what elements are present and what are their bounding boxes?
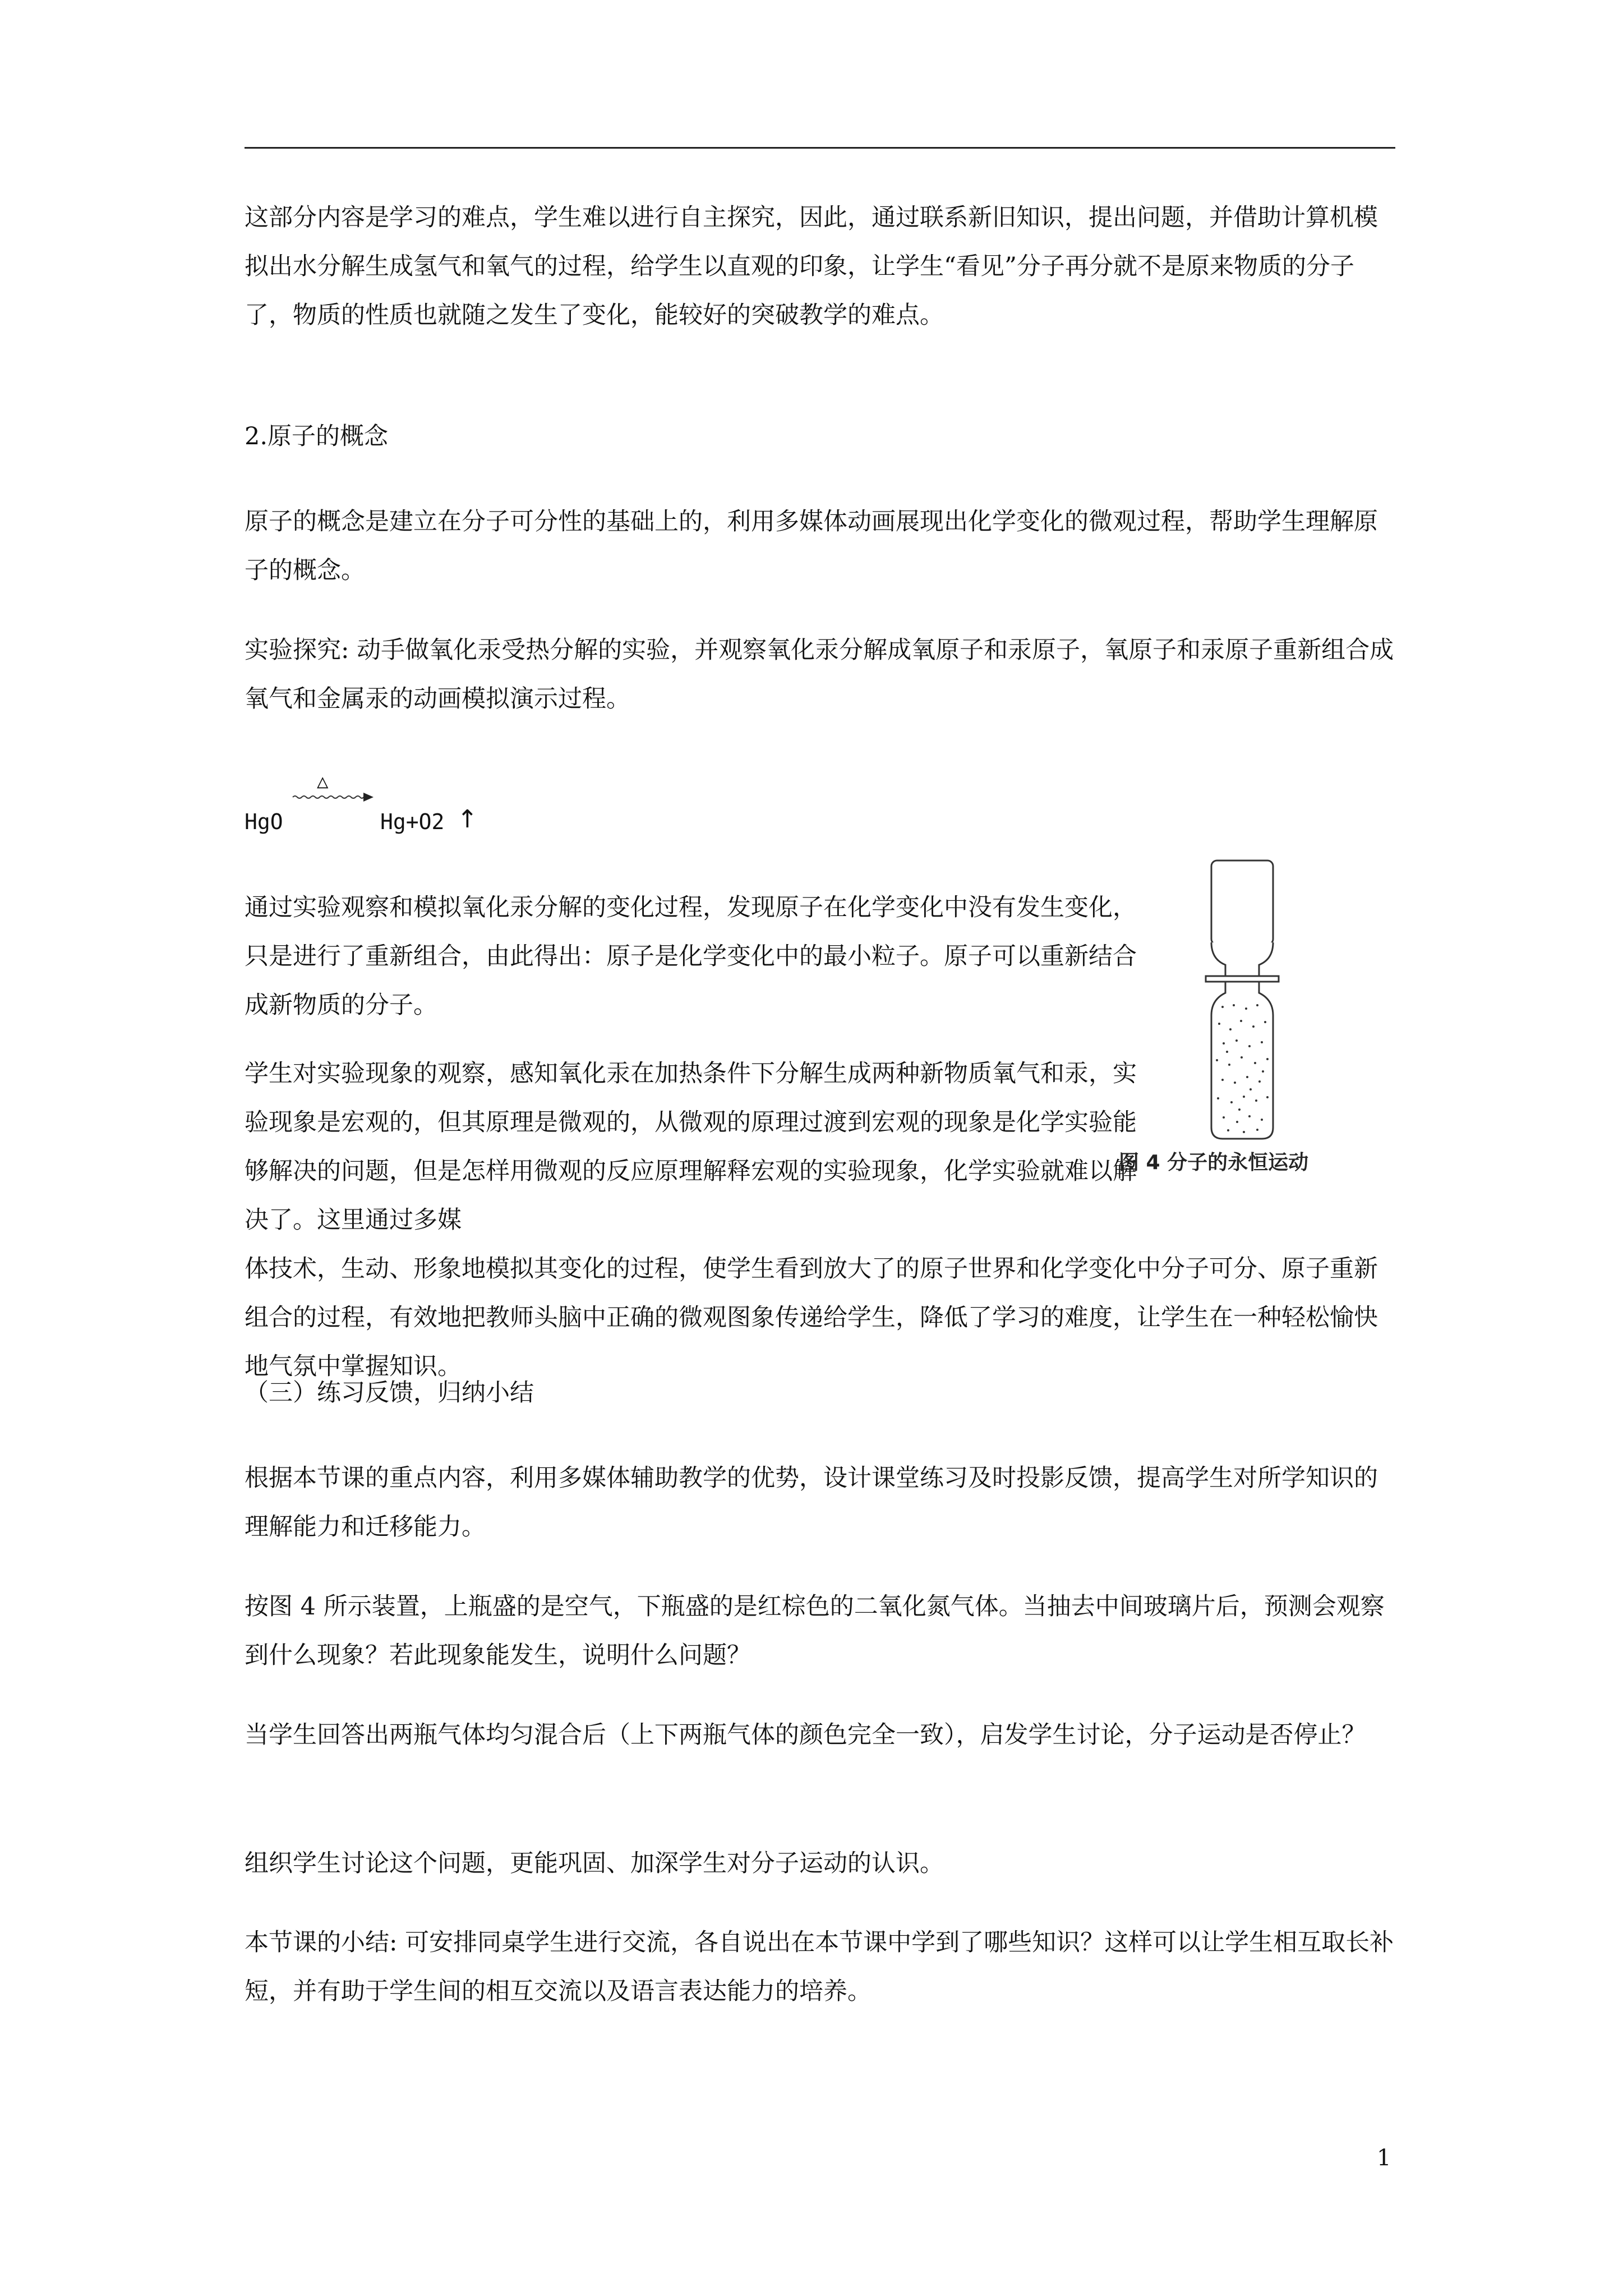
gas-up-arrow-icon: ↑: [457, 805, 478, 834]
equation-reactant: HgO: [245, 809, 283, 834]
paragraph-organize: 组织学生讨论这个问题，更能巩固、加深学生对分子运动的认识。: [245, 1849, 944, 1878]
paragraph-summary: 本节课的小结: 可安排同桌学生进行交流，各自说出在本节课中学到了哪些知识？这样可以让学生相互取长补短，并有助于学生间的相互交流以及语言表达能力的培养。: [245, 1929, 1394, 2005]
figure-caption: 图 4 分子的永恒运动: [1119, 1151, 1309, 1174]
header-rule: [245, 147, 1395, 149]
page-number: 1: [1377, 2145, 1391, 2171]
section-heading-practice: （三）练习反馈，归纳小结: [245, 1379, 534, 1407]
equation-arrow-icon: [292, 790, 376, 804]
equation-products: Hg+O2: [380, 809, 445, 834]
paragraph-atom-concept: 原子的概念是建立在分子可分性的基础上的，利用多媒体动画展现出化学变化的微观过程，帮助学生理解原子的概念。: [245, 508, 1378, 585]
paragraph-discussion: 当学生回答出两瓶气体均匀混合后（上下两瓶气体的颜色完全一致），启发学生讨论，分子运动是否停止？: [245, 1721, 1366, 1749]
paragraph-experiment: 实验探究: 动手做氧化汞受热分解的实验，并观察氧化汞分解成氧原子和汞原子，氧原子和汞原子重新组合成氧气和金属汞的动画模拟演示过程。: [245, 636, 1394, 713]
section-heading-atom-concept: 2.原子的概念: [245, 422, 389, 450]
paragraph-macro-micro-part1: 学生对实验现象的观察，感知氧化汞在加热条件下分解生成两种新物质氧气和汞，实验现象是宏观的，但其原理是微观的，从微观的原理过渡到宏观的现象是化学实验能够解决的问题，但是怎样用微观的反应原理解释宏观的实验现象，化学实验就难以解决了。这里通过多媒: [245, 1060, 1137, 1234]
paragraph-macro-micro-part2: 体技术，生动、形象地模拟其变化的过程，使学生看到放大了的原子世界和化学变化中分子可分、原子重新组合的过程，有效地把教师头脑中正确的微观图象传递给学生，降低了学习的难度，让学生在一种轻松愉快地气氛中掌握知识。: [245, 1255, 1378, 1381]
equation-heat-condition: △: [317, 770, 329, 793]
diffusion-bottles-icon: [1183, 858, 1352, 1150]
paragraph-question: 按图 4 所示装置，上瓶盛的是空气，下瓶盛的是红棕色的二氧化氮气体。当抽去中间玻璃片后，预测会观察到什么现象？若此现象能发生，说明什么问题？: [245, 1593, 1385, 1669]
paragraph-observation: 通过实验观察和模拟氧化汞分解的变化过程，发现原子在化学变化中没有发生变化，只是进行了重新组合，由此得出：原子是化学变化中的最小粒子。原子可以重新结合成新物质的分子。: [245, 894, 1137, 1019]
two-bottle-diffusion-figure: [1183, 858, 1352, 1178]
paragraph-difficulty: 这部分内容是学习的难点，学生难以进行自主探究，因此，通过联系新旧知识，提出问题，并借助计算机模拟出水分解生成氢气和氧气的过程，给学生以直观的印象，让学生“看见”分子再分就不是原来物质的分子了，物质的性质也就随之发生了变化，能较好的突破教学的难点。: [245, 204, 1378, 329]
paragraph-practice: 根据本节课的重点内容，利用多媒体辅助教学的优势，设计课堂练习及时投影反馈，提高学生对所学知识的理解能力和迁移能力。: [245, 1464, 1378, 1541]
